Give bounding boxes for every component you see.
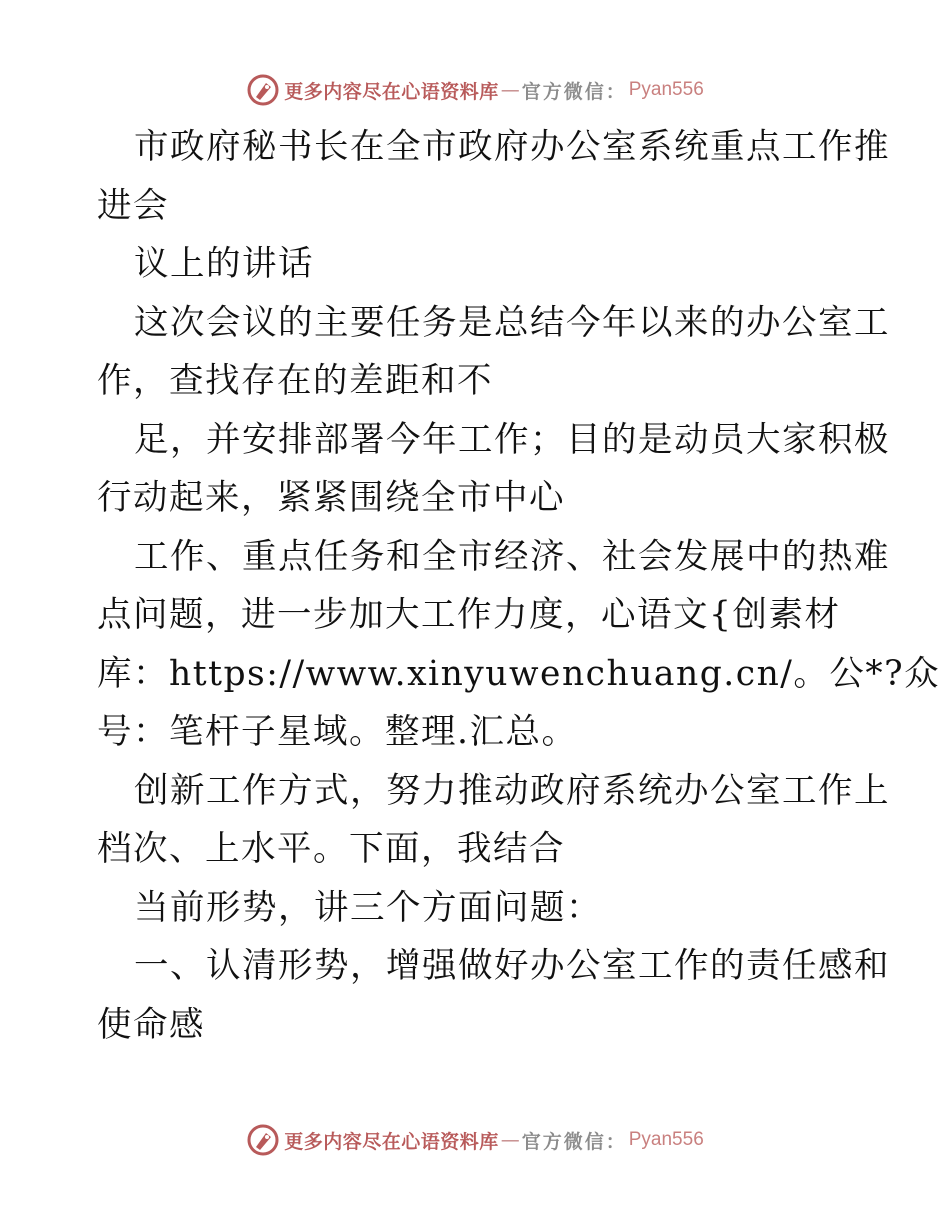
text-line: 库：https://www.xinyuwenchuang.cn/。公*?众	[97, 653, 941, 694]
text-line: 议上的讲话	[134, 244, 314, 284]
text-line: 档次、上水平。下面，我结合	[97, 829, 565, 869]
watermark-dash: —	[500, 1129, 520, 1151]
text-line: 作，查找存在的差距和不	[97, 361, 493, 401]
document-body	[97, 118, 941, 1054]
text-line: 号：笔杆子星域。整理.汇总。	[97, 712, 578, 752]
watermark-main-text: 更多内容尽在心语资料库	[284, 80, 499, 103]
watermark-dash: —	[500, 79, 520, 101]
paragraph	[97, 411, 890, 528]
text-line: 进会	[97, 185, 169, 226]
text-line: 当前形势，讲三个方面问题：	[134, 887, 602, 928]
watermark-main-text: 更多内容尽在心语资料库	[284, 1130, 499, 1153]
watermark-banner-top	[0, 70, 950, 110]
watermark-banner-bottom	[0, 1120, 950, 1160]
text-line: 市政府秘书长在全市政府办公室系统重点工作推	[134, 127, 890, 167]
text-line: 行动起来，紧紧围绕全市中心	[97, 478, 565, 518]
paragraph	[97, 294, 890, 411]
text-line: 这次会议的主要任务是总结今年以来的办公室工	[134, 302, 890, 343]
text-line: 创新工作方式，努力推动政府系统办公室工作上	[134, 770, 890, 811]
paragraph	[97, 879, 857, 938]
paragraph	[97, 528, 941, 762]
watermark-wechat-id: Pyan556	[628, 79, 704, 100]
watermark-official-text: 官方微信：	[521, 80, 627, 103]
document-subtitle	[97, 235, 857, 294]
text-line: 使命感	[97, 1004, 205, 1045]
text-line: 一、认清形势，增强做好办公室工作的责任感和	[134, 946, 890, 986]
paragraph	[97, 762, 890, 879]
watermark-wechat-id: Pyan556	[628, 1129, 704, 1150]
text-line: 点问题，进一步加大工作力度，心语文{创素材	[97, 595, 841, 635]
text-line: 足，并安排部署今年工作；目的是动员大家积极	[134, 419, 890, 460]
document-title	[97, 118, 890, 235]
watermark-official-text: 官方微信：	[521, 1130, 627, 1153]
section-heading	[97, 937, 890, 1054]
text-line: 工作、重点任务和全市经济、社会发展中的热难	[134, 536, 890, 577]
pen-nib-seal-icon	[246, 1123, 280, 1157]
pen-nib-seal-icon	[246, 73, 280, 107]
